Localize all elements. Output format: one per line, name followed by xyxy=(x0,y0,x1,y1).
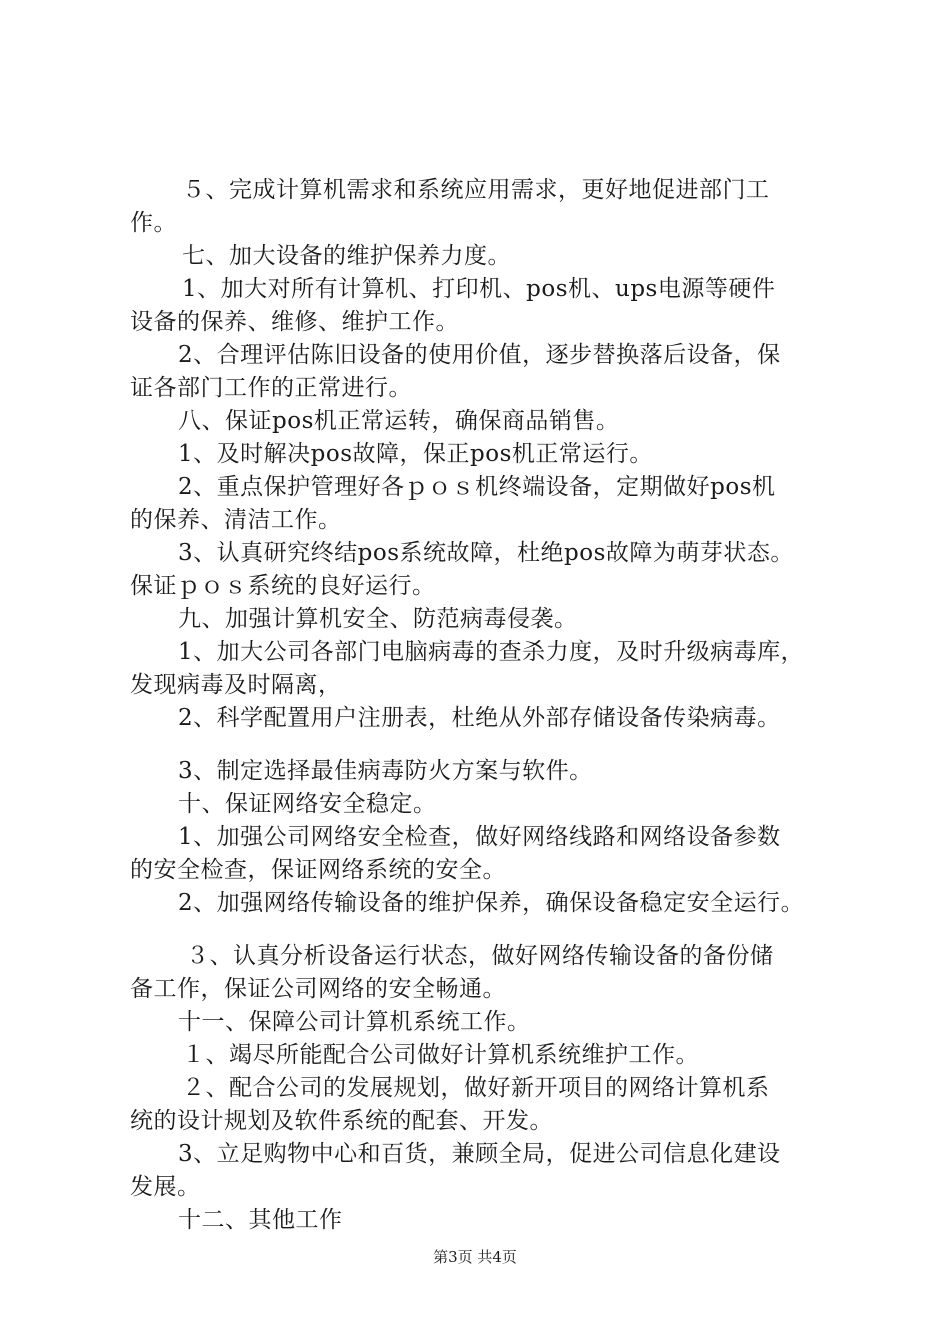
text-line: 九、加强计算机安全、防范病毒侵袭。 xyxy=(178,606,578,632)
text-line: 2、加强网络传输设备的维护保养，确保设备稳定安全运行。 xyxy=(178,890,805,916)
text-line: 2、合理评估陈旧设备的使用价值，逐步替换落后设备，保 xyxy=(178,342,781,368)
text-line: 保证ｐｏｓ系统的良好运行。 xyxy=(130,573,436,599)
text-line: 1、加大对所有计算机、打印机、pos机、ups电源等硬件 xyxy=(182,276,776,302)
text-line: 备工作，保证公司网络的安全畅通。 xyxy=(130,976,506,1002)
text-line: ５、完成计算机需求和系统应用需求，更好地促进部门工 xyxy=(182,177,770,203)
text-line: 的安全检查，保证网络系统的安全。 xyxy=(130,857,506,883)
text-line: ３、认真分析设备运行状态，做好网络传输设备的备份储 xyxy=(186,943,774,969)
text-line: 设备的保养、维修、维护工作。 xyxy=(130,309,459,335)
text-line: 统的设计规划及软件系统的配套、开发。 xyxy=(130,1108,553,1134)
text-line: 1、及时解决pos故障，保正pos机正常运行。 xyxy=(178,441,653,467)
text-line: 十二、其他工作 xyxy=(178,1207,343,1233)
text-line: １、竭尽所能配合公司做好计算机系统维护工作。 xyxy=(182,1042,699,1068)
text-line: 3、立足购物中心和百货，兼顾全局，促进公司信息化建设 xyxy=(178,1141,781,1167)
text-line: 八、保证pos机正常运转，确保商品销售。 xyxy=(178,408,620,434)
text-line: 1、加强公司网络安全检查，做好网络线路和网络设备参数 xyxy=(178,824,781,850)
text-line: 3、认真研究终结pos系统故障，杜绝pos故障为萌芽状态。 xyxy=(178,540,794,566)
blank-line xyxy=(130,735,842,755)
text-line: 2、重点保护管理好各ｐｏｓ机终端设备，定期做好pos机 xyxy=(178,474,776,500)
text-line: 作。 xyxy=(130,210,177,236)
text-line: 证各部门工作的正常进行。 xyxy=(130,375,412,401)
document-body xyxy=(130,174,842,1237)
text-line: 1、加大公司各部门电脑病毒的查杀力度，及时升级病毒库， xyxy=(178,639,805,665)
text-line: 十一、保障公司计算机系统工作。 xyxy=(178,1009,531,1035)
text-line: 发展。 xyxy=(130,1174,201,1200)
text-line: 七、加大设备的维护保养力度。 xyxy=(182,243,511,269)
text-line: 3、制定选择最佳病毒防火方案与软件。 xyxy=(178,758,593,784)
text-line: 2、科学配置用户注册表，杜绝从外部存储设备传染病毒。 xyxy=(178,705,781,731)
page-footer: 第3页 共4页 xyxy=(433,1248,517,1266)
text-line: ２、配合公司的发展规划，做好新开项目的网络计算机系 xyxy=(182,1075,770,1101)
blank-line xyxy=(130,920,842,940)
text-line: 的保养、清洁工作。 xyxy=(130,507,342,533)
text-line: 发现病毒及时隔离， xyxy=(130,672,342,698)
text-line: 十、保证网络安全稳定。 xyxy=(178,791,437,817)
